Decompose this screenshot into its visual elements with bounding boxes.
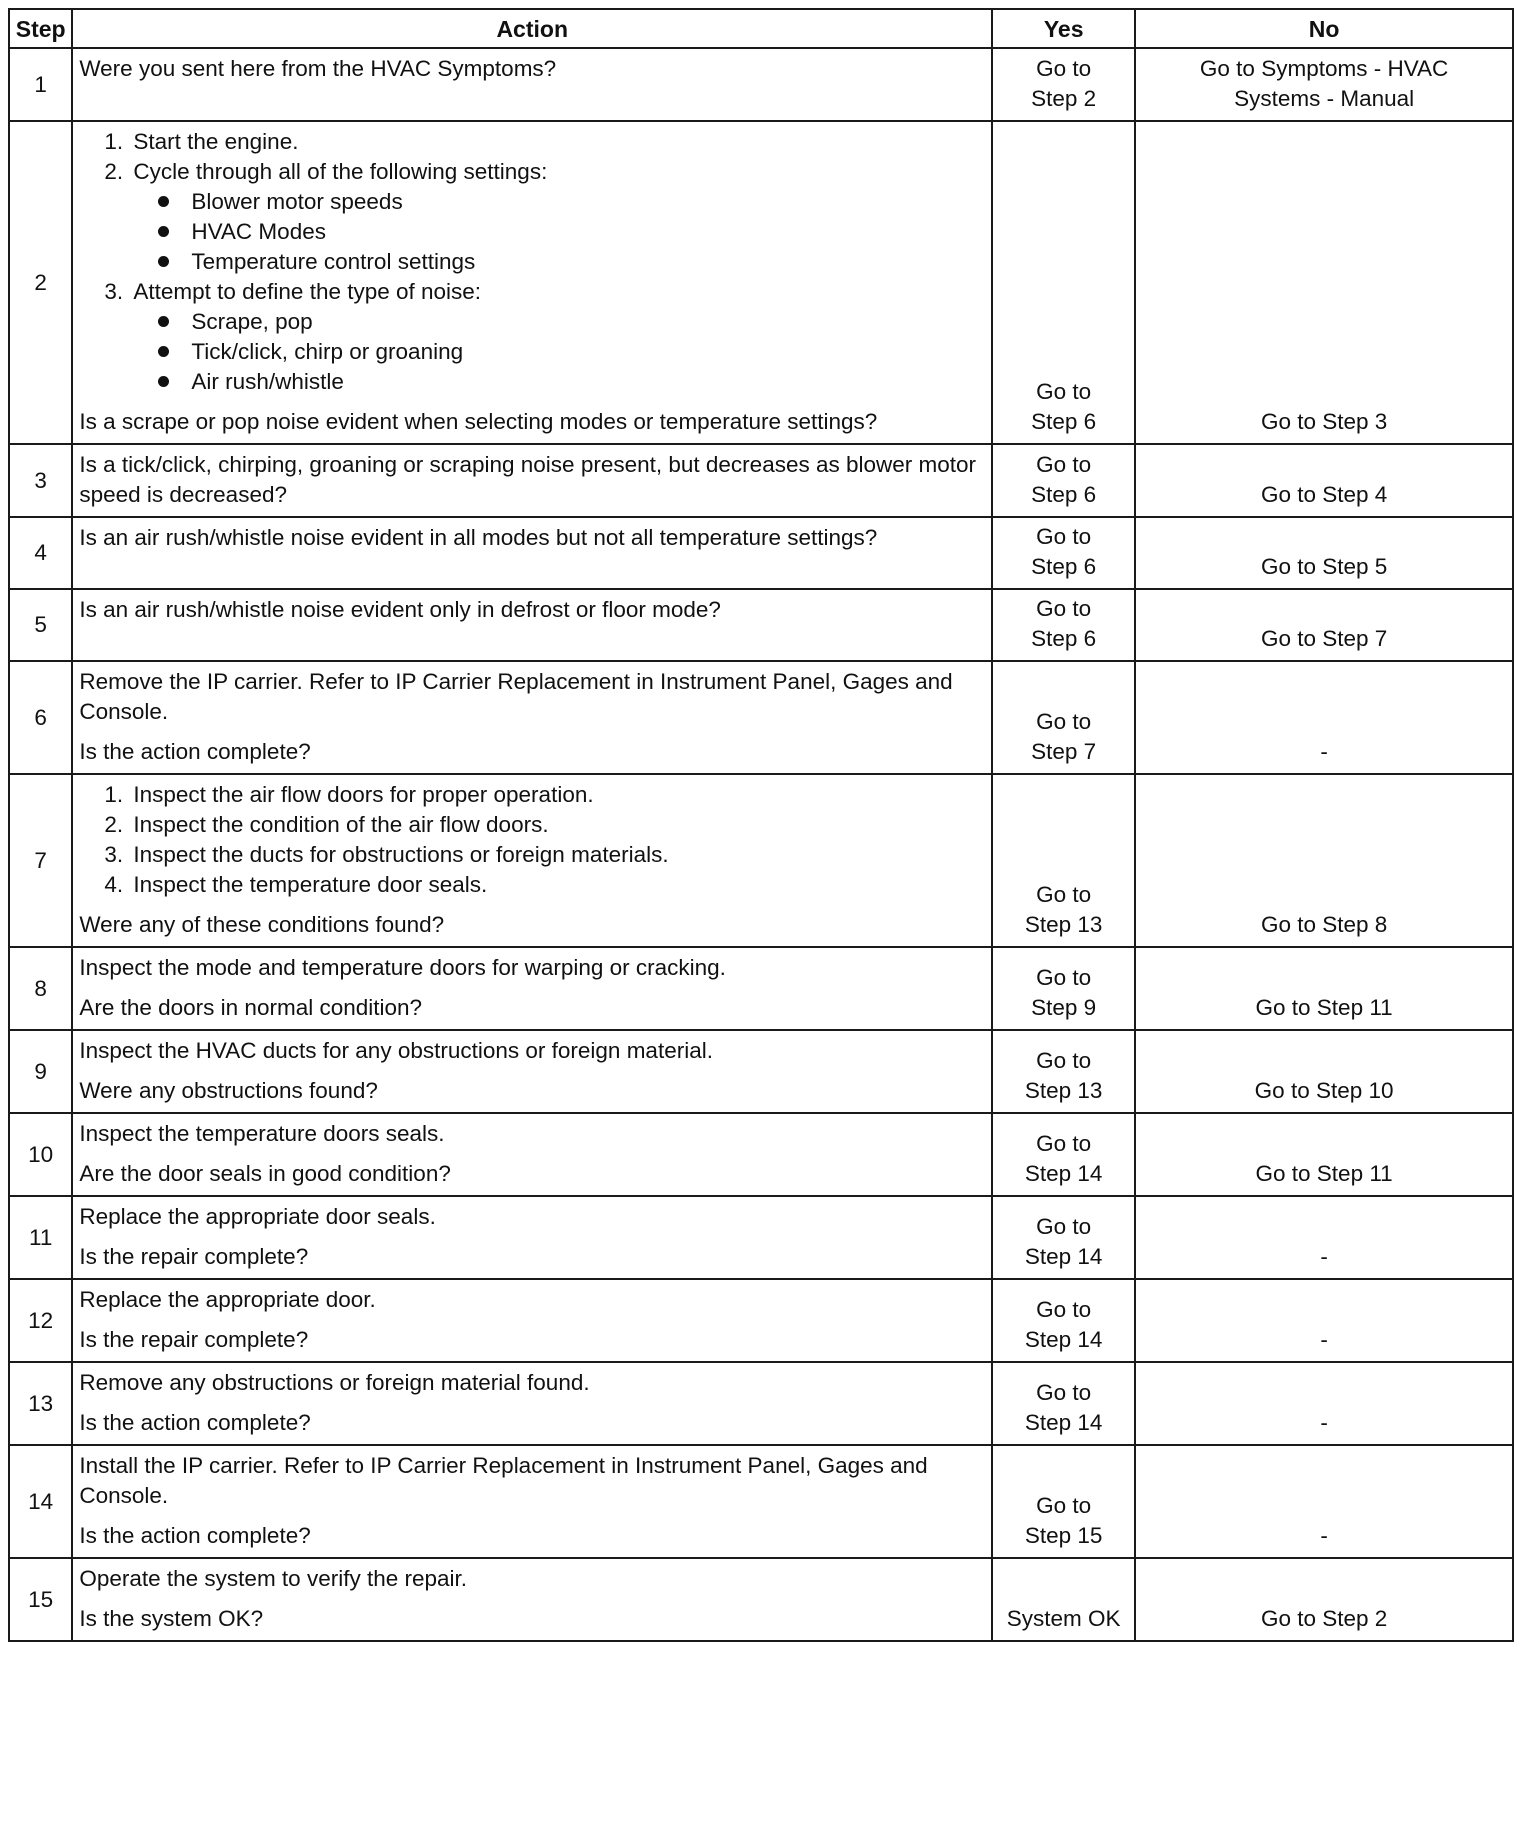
yes-cell [992, 947, 1135, 1030]
procedure-step [129, 127, 983, 157]
action-question: Are the door seals in good condition? [79, 1161, 451, 1186]
yes-link-text[interactable]: Step 6 [1031, 554, 1097, 579]
table-row [9, 1445, 1513, 1558]
yes-link-text[interactable]: Go to [1036, 1380, 1092, 1405]
no-link-text[interactable]: Systems - Manual [1234, 86, 1415, 111]
procedure-step-text: Attempt to define the type of noise: [133, 279, 482, 304]
yes-cell [992, 661, 1135, 774]
step-number: 10 [9, 1113, 72, 1196]
table-body [9, 48, 1513, 1641]
step-number: 2 [9, 121, 72, 444]
action-text: Replace the appropriate door. [79, 1287, 376, 1312]
action-text: Is an air rush/whistle noise evident only in defrost or floor mode? [79, 597, 721, 622]
step-number: 6 [9, 661, 72, 774]
procedure-step-text: Inspect the condition of the air flow doors. [133, 812, 549, 837]
no-link-text: - [1320, 739, 1328, 764]
action-cell [72, 1445, 992, 1558]
action-text: Operate the system to verify the repair. [79, 1566, 468, 1591]
no-link-text[interactable]: Go to Step 5 [1260, 554, 1388, 579]
no-cell [1135, 1113, 1513, 1196]
table-row [9, 517, 1513, 589]
procedure-list [79, 780, 983, 900]
no-link-text[interactable]: Go to Step 4 [1260, 482, 1388, 507]
yes-cell [992, 774, 1135, 947]
header-step: Step [9, 9, 72, 48]
action-text: Install the IP carrier. Refer to IP Carrier Replacement in Instrument Panel, Gages and Console. [79, 1453, 928, 1508]
table-row [9, 48, 1513, 121]
action-text: Inspect the temperature doors seals. [79, 1121, 445, 1146]
bullet-item: Scrape, pop [173, 307, 983, 337]
action-cell [72, 48, 992, 121]
table-row [9, 1558, 1513, 1641]
action-cell [72, 1113, 992, 1196]
action-question: Is the repair complete? [79, 1327, 309, 1352]
table-row [9, 1362, 1513, 1445]
action-cell [72, 1558, 992, 1641]
no-cell [1135, 1030, 1513, 1113]
action-question: Is the repair complete? [79, 1244, 309, 1269]
action-question: Is a scrape or pop noise evident when selecting modes or temperature settings? [79, 409, 878, 434]
table-row [9, 1279, 1513, 1362]
header-yes: Yes [992, 9, 1135, 48]
bullet-list [133, 187, 983, 277]
yes-link-text[interactable]: Step 2 [1031, 86, 1097, 111]
no-link-text[interactable]: Go to Step 7 [1260, 626, 1388, 651]
action-cell [72, 1030, 992, 1113]
yes-cell [992, 1558, 1135, 1641]
step-number: 13 [9, 1362, 72, 1445]
yes-link-text[interactable]: Step 6 [1031, 409, 1097, 434]
action-question: Are the doors in normal condition? [79, 995, 423, 1020]
no-cell [1135, 1279, 1513, 1362]
yes-cell [992, 1196, 1135, 1279]
no-link-text: - [1320, 1244, 1328, 1269]
action-cell [72, 661, 992, 774]
step-number: 11 [9, 1196, 72, 1279]
step-number: 7 [9, 774, 72, 947]
yes-link-text[interactable]: Go to [1036, 379, 1092, 404]
action-cell [72, 1362, 992, 1445]
procedure-step-text: Inspect the temperature door seals. [133, 872, 488, 897]
no-link-text[interactable]: Go to Step 2 [1260, 1606, 1388, 1631]
action-cell [72, 121, 992, 444]
no-link-text[interactable]: Go to Step 3 [1260, 409, 1388, 434]
table-row [9, 1196, 1513, 1279]
yes-cell [992, 121, 1135, 444]
yes-link-text[interactable]: Go to [1036, 452, 1092, 477]
yes-cell [992, 48, 1135, 121]
no-cell [1135, 48, 1513, 121]
action-question: Were any of these conditions found? [79, 912, 445, 937]
step-number: 4 [9, 517, 72, 589]
no-cell [1135, 444, 1513, 517]
no-link-text[interactable]: Go to Step 11 [1255, 1161, 1393, 1186]
procedure-step [129, 870, 983, 900]
no-link-text: - [1320, 1327, 1328, 1352]
action-text: Remove the IP carrier. Refer to IP Carrier Replacement in Instrument Panel, Gages and Console. [79, 669, 953, 724]
procedure-step-text: Inspect the ducts for obstructions or foreign materials. [133, 842, 669, 867]
action-text: Inspect the HVAC ducts for any obstructions or foreign material. [79, 1038, 713, 1063]
action-cell [72, 517, 992, 589]
step-number: 15 [9, 1558, 72, 1641]
action-text: Remove any obstructions or foreign material found. [79, 1370, 590, 1395]
no-cell [1135, 1445, 1513, 1558]
yes-link-text[interactable]: Go to [1036, 965, 1092, 990]
procedure-step-text: Cycle through all of the following settings: [133, 159, 548, 184]
yes-link-text[interactable]: Go to [1036, 709, 1092, 734]
yes-link-text[interactable]: System OK [1006, 1606, 1121, 1631]
action-text: Inspect the mode and temperature doors for warping or cracking. [79, 955, 726, 980]
table-row [9, 121, 1513, 444]
no-cell [1135, 589, 1513, 661]
yes-link-text[interactable]: Go to [1036, 1493, 1092, 1518]
action-cell [72, 444, 992, 517]
procedure-step [129, 780, 983, 810]
yes-link-text[interactable]: Go to [1036, 1131, 1092, 1156]
action-cell [72, 1196, 992, 1279]
no-link-text[interactable]: Go to Symptoms - HVAC [1199, 56, 1449, 81]
action-text: Were you sent here from the HVAC Symptoms? [79, 56, 557, 81]
header-no: No [1135, 9, 1513, 48]
procedure-step [129, 840, 983, 870]
no-link-text[interactable]: Go to Step 8 [1260, 912, 1388, 937]
header-row [9, 9, 1513, 48]
yes-link-text[interactable]: Step 14 [1024, 1327, 1103, 1352]
action-question: Were any obstructions found? [79, 1078, 378, 1103]
table-row [9, 661, 1513, 774]
no-cell [1135, 1558, 1513, 1641]
no-cell [1135, 1196, 1513, 1279]
procedure-step [129, 157, 983, 277]
procedure-step-text: Start the engine. [133, 129, 299, 154]
yes-cell [992, 444, 1135, 517]
no-link-text[interactable]: Go to Step 10 [1254, 1078, 1394, 1103]
table-row [9, 774, 1513, 947]
yes-cell [992, 1362, 1135, 1445]
no-cell [1135, 661, 1513, 774]
table-row [9, 1030, 1513, 1113]
yes-cell [992, 1030, 1135, 1113]
yes-link-text[interactable]: Go to [1036, 1048, 1092, 1073]
yes-link-text[interactable]: Step 7 [1031, 739, 1097, 764]
yes-link-text[interactable]: Step 14 [1024, 1244, 1103, 1269]
yes-link-text[interactable]: Step 14 [1024, 1410, 1103, 1435]
yes-link-text[interactable]: Step 15 [1024, 1523, 1103, 1548]
yes-link-text[interactable]: Step 13 [1024, 912, 1103, 937]
yes-link-text[interactable]: Go to [1036, 1214, 1092, 1239]
action-text: Is a tick/click, chirping, groaning or scraping noise present, but decreases as blower motor speed is decreased? [79, 452, 977, 507]
action-text: Replace the appropriate door seals. [79, 1204, 436, 1229]
action-cell [72, 774, 992, 947]
yes-cell [992, 589, 1135, 661]
no-link-text: - [1320, 1410, 1328, 1435]
header-action: Action [72, 9, 992, 48]
table-row [9, 947, 1513, 1030]
step-number: 5 [9, 589, 72, 661]
table-row [9, 1113, 1513, 1196]
bullet-item: Tick/click, chirp or groaning [173, 337, 983, 367]
yes-link-text[interactable]: Step 6 [1031, 482, 1097, 507]
procedure-step-text: Inspect the air flow doors for proper operation. [133, 782, 594, 807]
yes-cell [992, 517, 1135, 589]
action-text: Is an air rush/whistle noise evident in all modes but not all temperature settings? [79, 525, 878, 550]
yes-link-text[interactable]: Step 9 [1031, 995, 1097, 1020]
yes-cell [992, 1113, 1135, 1196]
step-number: 8 [9, 947, 72, 1030]
procedure-step [129, 277, 983, 397]
yes-link-text[interactable]: Go to [1036, 1297, 1092, 1322]
bullet-item: Temperature control settings [173, 247, 983, 277]
action-cell [72, 589, 992, 661]
yes-link-text[interactable]: Go to [1036, 524, 1092, 549]
yes-link-text[interactable]: Go to [1036, 596, 1092, 621]
step-number: 3 [9, 444, 72, 517]
action-question: Is the action complete? [79, 1523, 311, 1548]
yes-cell [992, 1445, 1135, 1558]
bullet-item: Air rush/whistle [173, 367, 983, 397]
step-number: 1 [9, 48, 72, 121]
no-link-text: - [1320, 1523, 1328, 1548]
table-row [9, 444, 1513, 517]
action-question: Is the action complete? [79, 739, 311, 764]
diagnostic-table [8, 8, 1514, 1642]
yes-link-text[interactable]: Step 14 [1024, 1161, 1103, 1186]
action-question: Is the action complete? [79, 1410, 311, 1435]
no-cell [1135, 774, 1513, 947]
step-number: 12 [9, 1279, 72, 1362]
step-number: 9 [9, 1030, 72, 1113]
yes-link-text[interactable]: Go to [1036, 882, 1092, 907]
bullet-item: HVAC Modes [173, 217, 983, 247]
table-row [9, 589, 1513, 661]
no-cell [1135, 1362, 1513, 1445]
bullet-item: Blower motor speeds [173, 187, 983, 217]
yes-link-text[interactable]: Step 13 [1024, 1078, 1103, 1103]
action-cell [72, 1279, 992, 1362]
step-number: 14 [9, 1445, 72, 1558]
procedure-step [129, 810, 983, 840]
procedure-list [79, 127, 983, 397]
action-question: Is the system OK? [79, 1606, 264, 1631]
no-cell [1135, 121, 1513, 444]
yes-link-text[interactable]: Go to [1036, 56, 1092, 81]
yes-link-text[interactable]: Step 6 [1031, 626, 1097, 651]
action-cell [72, 947, 992, 1030]
no-cell [1135, 947, 1513, 1030]
no-link-text[interactable]: Go to Step 11 [1255, 995, 1393, 1020]
bullet-list [133, 307, 983, 397]
yes-cell [992, 1279, 1135, 1362]
no-cell [1135, 517, 1513, 589]
